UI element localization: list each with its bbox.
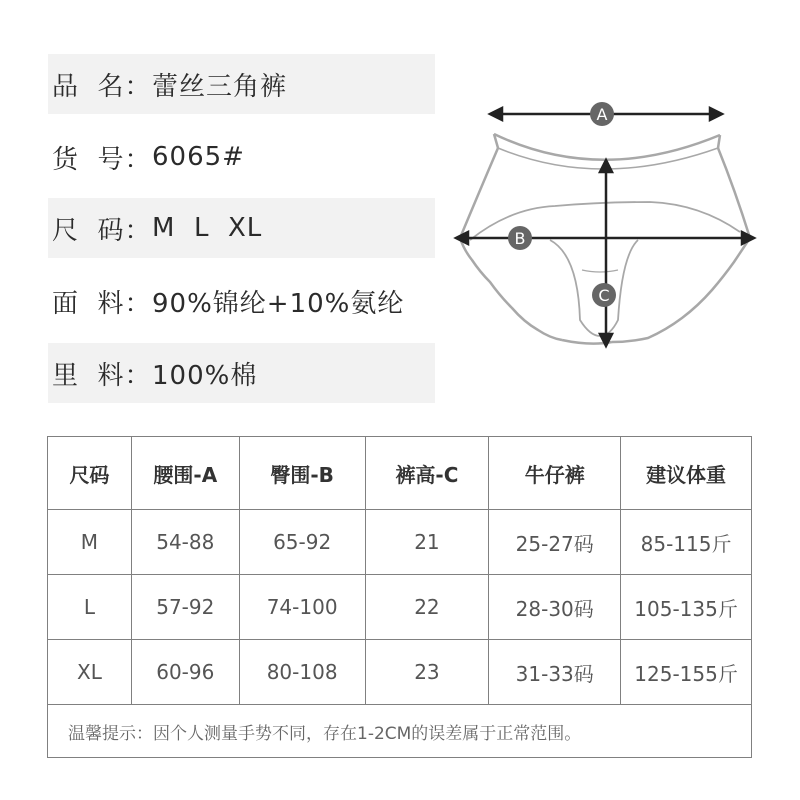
table-cell: L	[48, 575, 132, 640]
table-header: 牛仔裤	[489, 437, 621, 510]
info-value: 蕾丝三角裤	[152, 71, 288, 102]
marker-b-label: B	[514, 229, 526, 248]
table-cell: M	[48, 510, 132, 575]
size-note: 温馨提示：因个人测量手势不同，存在1-2CM的误差属于正常范围。	[48, 705, 752, 758]
table-cell: 21	[365, 510, 489, 575]
table-cell: 22	[365, 575, 489, 640]
info-row-item-no	[48, 127, 435, 187]
table-note-row	[48, 705, 752, 758]
measurement-diagram	[450, 90, 800, 360]
table-header: 裤高-C	[365, 437, 489, 510]
marker-c-label: C	[598, 286, 610, 305]
table-cell: 31-33码	[489, 640, 621, 705]
info-label: 面 料：	[52, 288, 152, 319]
table-cell: 60-96	[131, 640, 239, 705]
table-cell: 85-115斤	[621, 510, 752, 575]
info-label: 里 料：	[52, 360, 152, 391]
marker-a	[590, 102, 614, 126]
rise-measure-line	[600, 160, 612, 346]
table-header: 腰围-A	[131, 437, 239, 510]
marker-b	[508, 226, 532, 250]
table-cell: 80-108	[239, 640, 365, 705]
table-cell: 23	[365, 640, 489, 705]
table-cell: XL	[48, 640, 132, 705]
table-cell: 54-88	[131, 510, 239, 575]
table-header-row	[48, 437, 752, 510]
info-value: 90%锦纶+10%氨纶	[152, 288, 405, 319]
info-row-lining	[48, 343, 435, 403]
marker-c	[592, 283, 616, 307]
info-row-name	[48, 54, 435, 114]
table-cell: 65-92	[239, 510, 365, 575]
table-cell: 57-92	[131, 575, 239, 640]
table-header: 建议体重	[621, 437, 752, 510]
table-header: 尺码	[48, 437, 132, 510]
info-value: M L XL	[152, 213, 263, 243]
table-header: 臀围-B	[239, 437, 365, 510]
table-row	[48, 575, 752, 640]
info-value: 100%棉	[152, 360, 258, 391]
table-cell: 28-30码	[489, 575, 621, 640]
table-cell: 74-100	[239, 575, 365, 640]
table-row	[48, 640, 752, 705]
table-row	[48, 510, 752, 575]
size-table	[47, 436, 752, 758]
marker-a-label: A	[596, 105, 608, 124]
table-cell: 125-155斤	[621, 640, 752, 705]
info-label: 品 名：	[52, 71, 152, 102]
info-row-fabric	[48, 271, 435, 331]
info-label: 尺 码：	[52, 215, 152, 246]
info-label: 货 号：	[52, 144, 152, 175]
table-cell: 25-27码	[489, 510, 621, 575]
info-row-size	[48, 198, 435, 258]
table-cell: 105-135斤	[621, 575, 752, 640]
info-value: 6065#	[152, 142, 245, 172]
